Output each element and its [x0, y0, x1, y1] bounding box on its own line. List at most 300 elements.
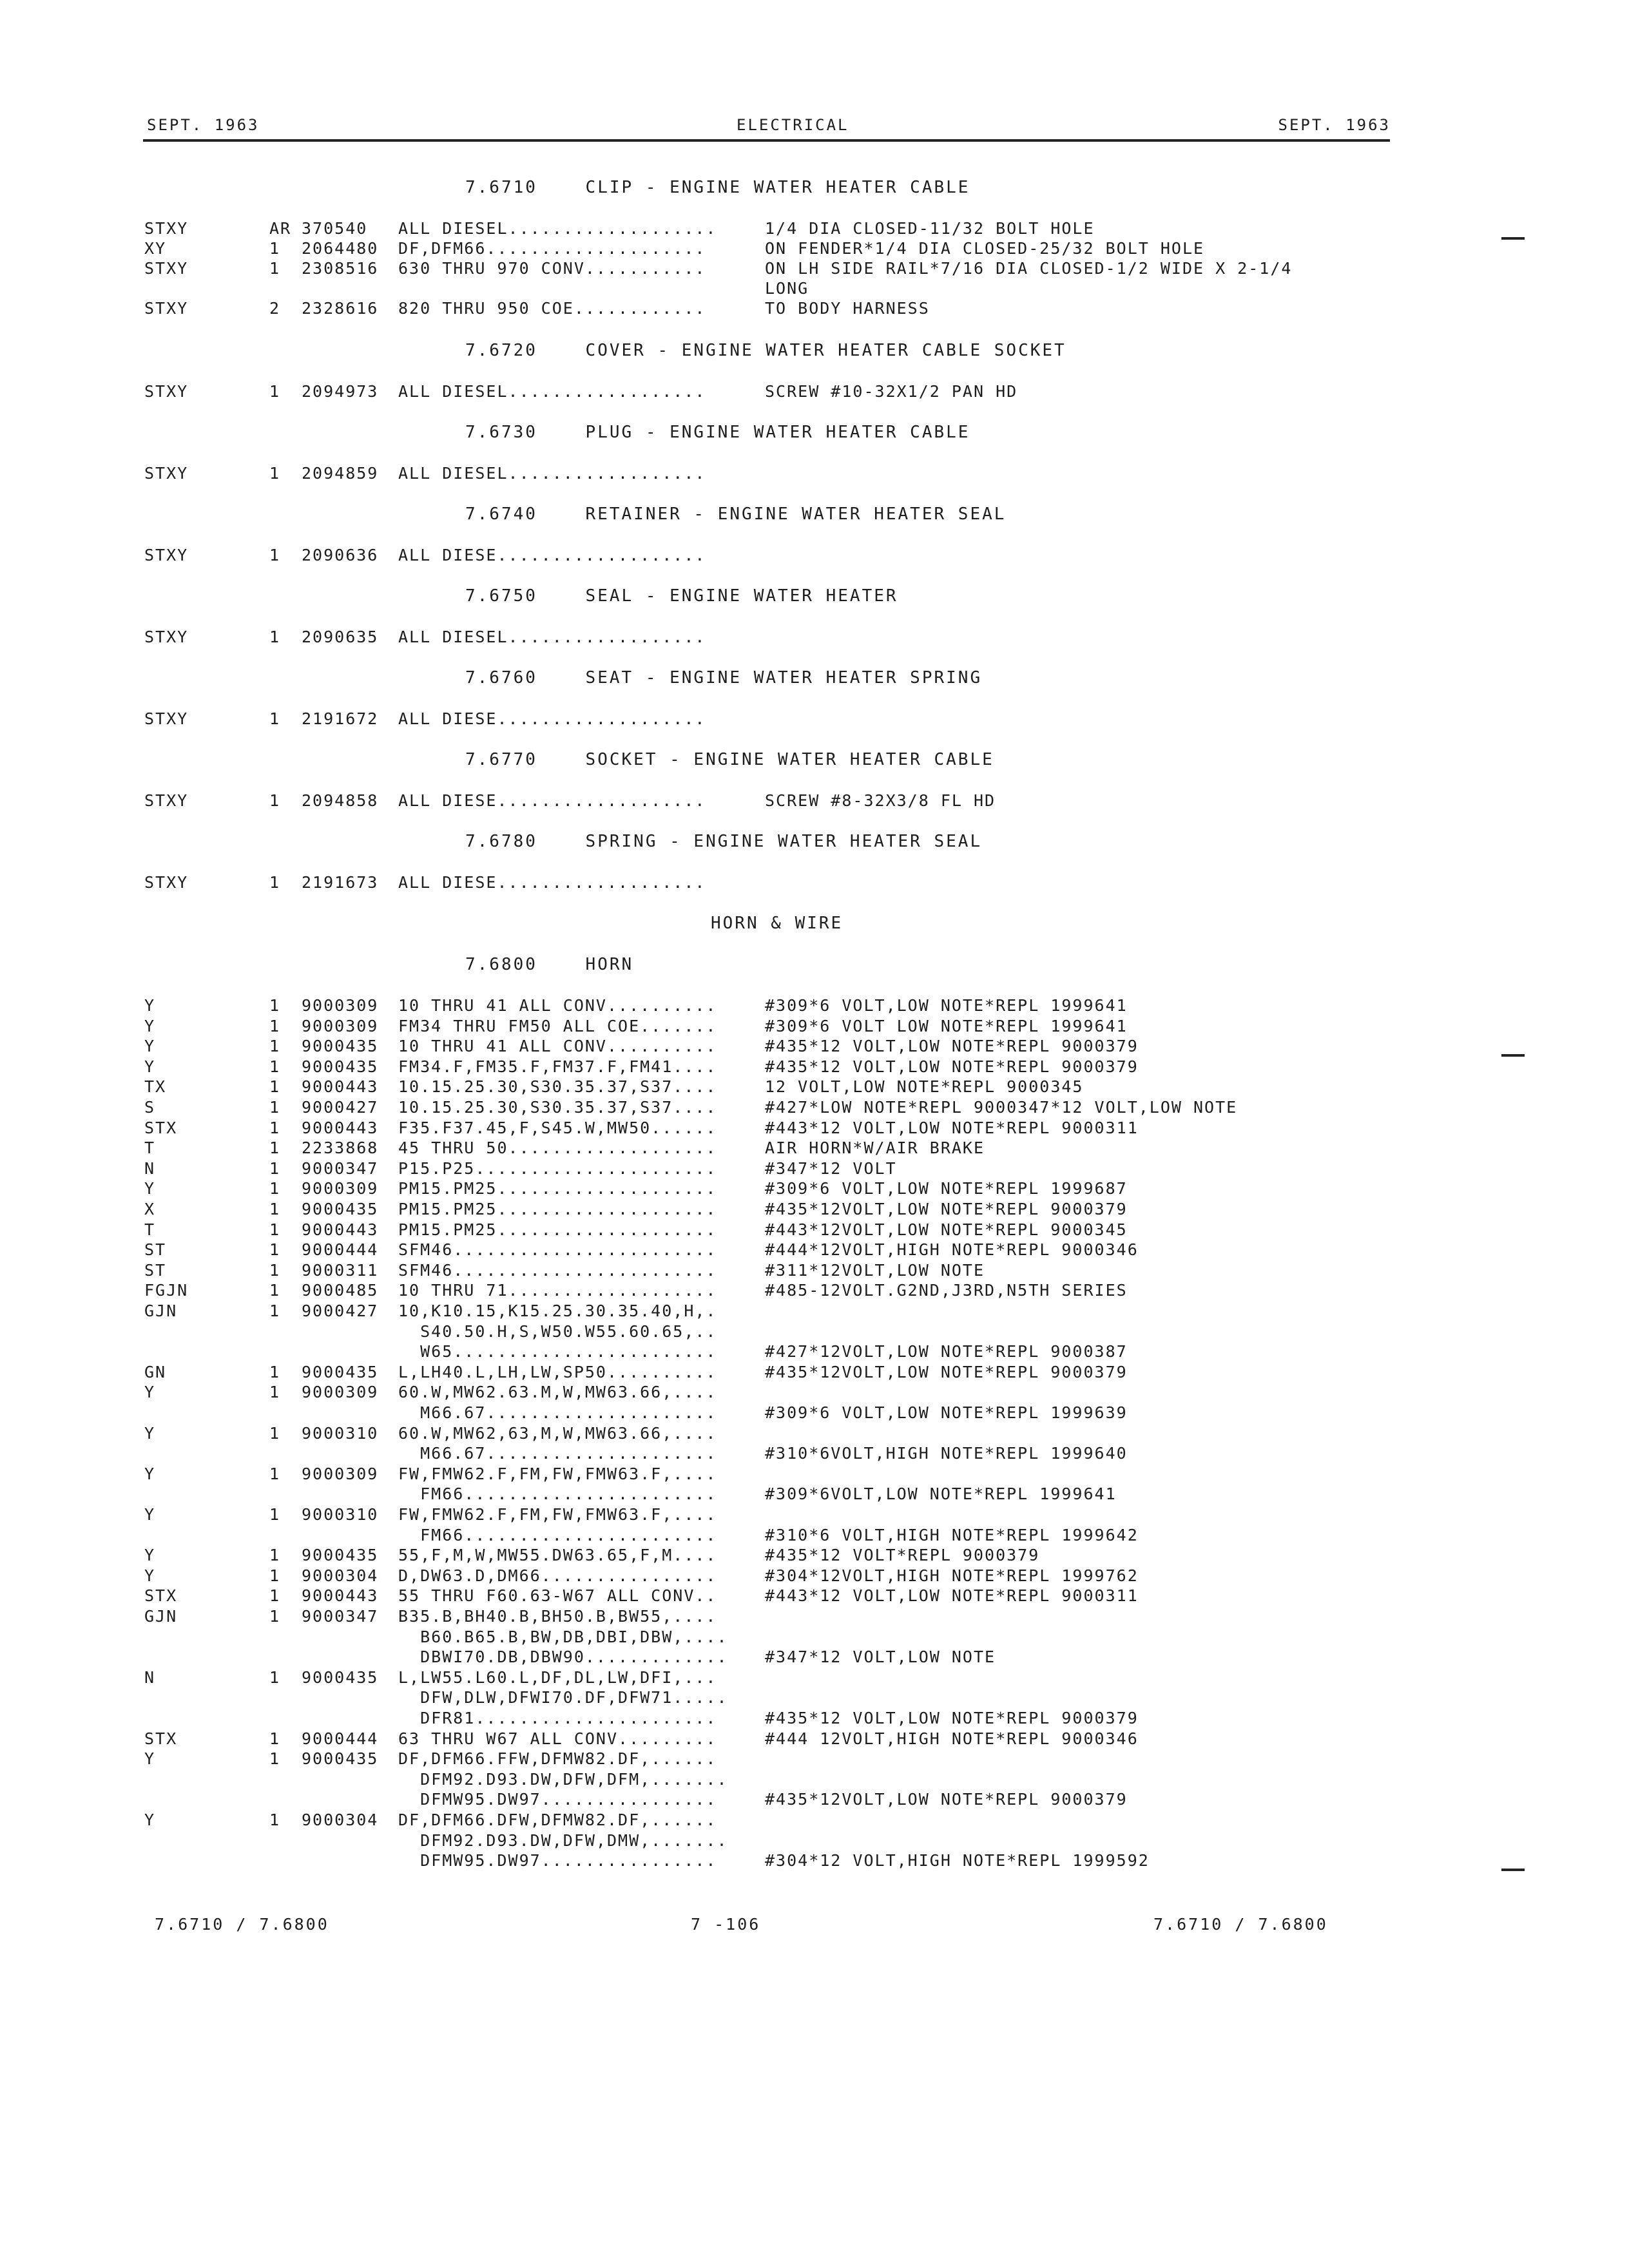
- section-number: 7.6740: [465, 505, 537, 524]
- remarks: #347*12 VOLT,LOW NOTE: [765, 1648, 996, 1666]
- application: 60.W,MW62.63.M,W,MW63.66,....: [398, 1383, 717, 1401]
- part-number: 9000435: [302, 1200, 379, 1218]
- remarks: #443*12VOLT,LOW NOTE*REPL 9000345: [765, 1220, 1128, 1239]
- part-number: 2233868: [302, 1139, 379, 1157]
- remarks: ON LH SIDE RAIL*7/16 DIA CLOSED-1/2 WIDE X 2-1/4: [765, 259, 1293, 278]
- application: ALL DIESEL..................: [398, 628, 706, 646]
- list-item: [0, 1770, 1629, 1790]
- application: DFW,DLW,DFWI70.DF,DFW71.....: [398, 1688, 728, 1707]
- application: ALL DIESEL...................: [398, 219, 717, 238]
- part-number: 2308516: [302, 259, 379, 278]
- list-item: [0, 1119, 1629, 1139]
- list-item: [0, 1179, 1629, 1199]
- model-code: Y: [144, 1383, 156, 1401]
- footer-left: 7.6710 / 7.6800: [155, 1915, 329, 1934]
- quantity: 1: [269, 1240, 281, 1259]
- part-number: 9000347: [302, 1607, 379, 1626]
- part-number: 2094858: [302, 791, 379, 810]
- part-number: 2328616: [302, 299, 379, 318]
- section-number: 7.6760: [465, 668, 537, 687]
- list-item: [0, 1505, 1629, 1525]
- quantity: 1: [269, 1281, 281, 1300]
- header-left: SEPT. 1963: [147, 116, 260, 134]
- application: W65........................: [398, 1342, 717, 1361]
- model-code: S: [144, 1098, 156, 1117]
- remarks: #443*12 VOLT,LOW NOTE*REPL 9000311: [765, 1119, 1139, 1137]
- application: ALL DIESEL..................: [398, 382, 706, 401]
- section-title: RETAINER - ENGINE WATER HEATER SEAL: [585, 505, 1007, 524]
- page-number: 7 -106: [691, 1915, 761, 1934]
- application: ALL DIESE...................: [398, 546, 706, 564]
- model-code: T: [144, 1220, 156, 1239]
- quantity: 1: [269, 1607, 281, 1626]
- model-code: STXY: [144, 791, 189, 810]
- list-item: [0, 1077, 1629, 1097]
- list-item: [0, 464, 1629, 484]
- list-item: [0, 1139, 1629, 1158]
- part-number: 9000347: [302, 1159, 379, 1178]
- application: L,LH40.L,LH,LW,SP50..........: [398, 1363, 717, 1381]
- list-item: [0, 1281, 1629, 1301]
- application: FM66.......................: [398, 1485, 717, 1503]
- section-number: 7.6710: [465, 178, 537, 197]
- remarks: #444 12VOLT,HIGH NOTE*REPL 9000346: [765, 1729, 1139, 1748]
- remarks: ON FENDER*1/4 DIA CLOSED-25/32 BOLT HOLE: [765, 239, 1205, 258]
- part-number: 2191673: [302, 873, 379, 892]
- remarks: #435*12 VOLT,LOW NOTE*REPL 9000379: [765, 1057, 1139, 1076]
- list-item: [0, 1017, 1629, 1037]
- remarks: #435*12VOLT,LOW NOTE*REPL 9000379: [765, 1200, 1128, 1218]
- model-code: Y: [144, 1037, 156, 1055]
- list-item: [0, 1200, 1629, 1220]
- remarks: #435*12 VOLT,LOW NOTE*REPL 9000379: [765, 1037, 1139, 1055]
- list-item: [0, 873, 1629, 893]
- section-title: HORN: [585, 955, 634, 974]
- section-number: 7.6720: [465, 341, 537, 360]
- quantity: 1: [269, 1261, 281, 1280]
- model-code: STXY: [144, 464, 189, 483]
- list-item: [0, 1302, 1629, 1321]
- application: B60.B65.B,BW,DB,DBI,DBW,....: [398, 1628, 728, 1646]
- list-item: [0, 1363, 1629, 1383]
- quantity: 1: [269, 1098, 281, 1117]
- quantity: 1: [269, 1200, 281, 1218]
- model-code: Y: [144, 1505, 156, 1524]
- model-code: N: [144, 1668, 156, 1687]
- section-title: PLUG - ENGINE WATER HEATER CABLE: [585, 423, 970, 442]
- header-rule: [143, 139, 1390, 142]
- part-number: 9000443: [302, 1220, 379, 1239]
- application: 60.W,MW62,63,M,W,MW63.66,....: [398, 1424, 717, 1443]
- model-code: TX: [144, 1077, 167, 1096]
- application: L,LW55.L60.L,DF,DL,LW,DFI,...: [398, 1668, 717, 1687]
- part-number: 9000309: [302, 1179, 379, 1198]
- model-code: STXY: [144, 382, 189, 401]
- model-code: X: [144, 1200, 156, 1218]
- quantity: 1: [269, 996, 281, 1015]
- remarks: #304*12VOLT,HIGH NOTE*REPL 1999762: [765, 1566, 1139, 1585]
- remarks: #309*6 VOLT,LOW NOTE*REPL 1999639: [765, 1403, 1128, 1422]
- model-code: STXY: [144, 709, 189, 728]
- model-code: Y: [144, 1465, 156, 1483]
- part-number: 9000435: [302, 1546, 379, 1564]
- part-number: 9000309: [302, 996, 379, 1015]
- remarks: #310*6VOLT,HIGH NOTE*REPL 1999640: [765, 1444, 1128, 1463]
- list-item: [0, 1159, 1629, 1179]
- remarks: SCREW #8-32X3/8 FL HD: [765, 791, 996, 810]
- list-item: [0, 996, 1629, 1016]
- list-item: [0, 1729, 1629, 1749]
- model-code: GN: [144, 1363, 167, 1381]
- remarks: #304*12 VOLT,HIGH NOTE*REPL 1999592: [765, 1851, 1150, 1870]
- application: PM15.PM25....................: [398, 1220, 717, 1239]
- remarks: SCREW #10-32X1/2 PAN HD: [765, 382, 1018, 401]
- model-code: Y: [144, 1057, 156, 1076]
- list-item: [0, 628, 1629, 648]
- section-title: COVER - ENGINE WATER HEATER CABLE SOCKET: [585, 341, 1066, 360]
- part-number: 9000427: [302, 1302, 379, 1320]
- list-item: [0, 1566, 1629, 1586]
- remarks: #311*12VOLT,LOW NOTE: [765, 1261, 985, 1280]
- part-number: 9000435: [302, 1668, 379, 1687]
- section-title: SOCKET - ENGINE WATER HEATER CABLE: [585, 750, 994, 769]
- part-number: 9000427: [302, 1098, 379, 1117]
- list-item: [0, 1811, 1629, 1831]
- list-item: [0, 382, 1629, 402]
- section-title: SEAT - ENGINE WATER HEATER SPRING: [585, 668, 983, 687]
- application: D,DW63.D,DM66................: [398, 1566, 717, 1585]
- application: DFMW95.DW97................: [398, 1851, 717, 1870]
- list-item: [0, 1465, 1629, 1485]
- section-heading: [465, 668, 982, 687]
- remarks: #427*LOW NOTE*REPL 9000347*12 VOLT,LOW NOTE: [765, 1098, 1238, 1117]
- list-item: [0, 1688, 1629, 1708]
- quantity: 1: [269, 1566, 281, 1585]
- model-code: STXY: [144, 299, 189, 318]
- application: FW,FMW62.F,FM,FW,FMW63.F,....: [398, 1465, 717, 1483]
- margin-mark: [1501, 1054, 1525, 1057]
- application: DBWI70.DB,DBW90.............: [398, 1648, 728, 1666]
- model-code: STXY: [144, 628, 189, 646]
- application: 10.15.25.30,S30.35.37,S37....: [398, 1098, 717, 1117]
- section-title: SEAL - ENGINE WATER HEATER: [585, 586, 898, 606]
- quantity: 1: [269, 1546, 281, 1564]
- model-code: STXY: [144, 219, 189, 238]
- application: PM15.PM25....................: [398, 1179, 717, 1198]
- list-item: [0, 1037, 1629, 1057]
- application: 55,F,M,W,MW55.DW63.65,F,M....: [398, 1546, 717, 1564]
- quantity: 1: [269, 1749, 281, 1768]
- margin-mark: [1501, 1869, 1525, 1871]
- section-heading: [465, 750, 994, 769]
- list-item: [0, 1586, 1629, 1606]
- model-code: N: [144, 1159, 156, 1178]
- list-item: [0, 1831, 1629, 1851]
- application: S40.50.H,S,W50.W55.60.65,..: [398, 1322, 717, 1341]
- application: 10 THRU 41 ALL CONV..........: [398, 1037, 717, 1055]
- quantity: 1: [269, 1139, 281, 1157]
- application: FM34.F,FM35.F,FM37.F,FM41....: [398, 1057, 717, 1076]
- list-item: [0, 1383, 1629, 1403]
- model-code: STX: [144, 1119, 178, 1137]
- list-item: [0, 1668, 1629, 1688]
- remarks: TO BODY HARNESS: [765, 299, 930, 318]
- list-item: [0, 1403, 1629, 1423]
- remarks: AIR HORN*W/AIR BRAKE: [765, 1139, 985, 1157]
- remarks: #310*6 VOLT,HIGH NOTE*REPL 1999642: [765, 1526, 1139, 1544]
- list-item: [0, 1240, 1629, 1260]
- list-item: [0, 299, 1629, 319]
- application: DF,DFM66....................: [398, 239, 706, 258]
- application: DFM92.D93.DW,DFW,DMW,.......: [398, 1831, 728, 1850]
- part-number: 9000444: [302, 1240, 379, 1259]
- list-item: [0, 1444, 1629, 1464]
- list-item: [0, 1749, 1629, 1769]
- remarks: #444*12VOLT,HIGH NOTE*REPL 9000346: [765, 1240, 1139, 1259]
- list-item: [0, 1526, 1629, 1546]
- application: SFM46........................: [398, 1240, 717, 1259]
- quantity: 1: [269, 239, 281, 258]
- remarks: #309*6 VOLT,LOW NOTE*REPL 1999687: [765, 1179, 1128, 1198]
- list-item: [0, 1261, 1629, 1281]
- section-number: 7.6770: [465, 750, 537, 769]
- model-code: Y: [144, 1424, 156, 1443]
- remarks: 1/4 DIA CLOSED-11/32 BOLT HOLE: [765, 219, 1095, 238]
- application: M66.67.....................: [398, 1403, 717, 1422]
- list-item: [0, 1851, 1629, 1871]
- quantity: 1: [269, 1505, 281, 1524]
- quantity: 1: [269, 1220, 281, 1239]
- model-code: GJN: [144, 1607, 178, 1626]
- application: ALL DIESE...................: [398, 791, 706, 810]
- application: 10 THRU 41 ALL CONV..........: [398, 996, 717, 1015]
- section-heading: [465, 505, 1006, 524]
- model-code: STXY: [144, 873, 189, 892]
- quantity: 1: [269, 259, 281, 278]
- quantity: 1: [269, 382, 281, 401]
- application: 10,K10.15,K15.25.30.35.40,H,.: [398, 1302, 717, 1320]
- part-number: 2191672: [302, 709, 379, 728]
- application: 55 THRU F60.63-W67 ALL CONV..: [398, 1586, 717, 1605]
- model-code: Y: [144, 1179, 156, 1198]
- application: 45 THRU 50...................: [398, 1139, 717, 1157]
- list-item: [0, 1098, 1629, 1118]
- quantity: 1: [269, 1668, 281, 1687]
- quantity: 1: [269, 1424, 281, 1443]
- list-item: [0, 239, 1629, 259]
- remarks: #309*6 VOLT LOW NOTE*REPL 1999641: [765, 1017, 1128, 1035]
- part-number: 9000309: [302, 1383, 379, 1401]
- model-code: STXY: [144, 259, 189, 278]
- model-code: STXY: [144, 546, 189, 564]
- application: 10 THRU 71...................: [398, 1281, 717, 1300]
- list-item: [0, 1342, 1629, 1362]
- remarks: #309*6VOLT,LOW NOTE*REPL 1999641: [765, 1485, 1117, 1503]
- application: DF,DFM66.FFW,DFMW82.DF,......: [398, 1749, 717, 1768]
- remarks: #309*6 VOLT,LOW NOTE*REPL 1999641: [765, 996, 1128, 1015]
- quantity: 1: [269, 791, 281, 810]
- quantity: 1: [269, 1729, 281, 1748]
- application: DFMW95.DW97................: [398, 1790, 717, 1809]
- remarks: #443*12 VOLT,LOW NOTE*REPL 9000311: [765, 1586, 1139, 1605]
- part-number: 9000443: [302, 1586, 379, 1605]
- list-item: [0, 709, 1629, 729]
- list-item: [0, 279, 1629, 299]
- model-code: T: [144, 1139, 156, 1157]
- section-heading: [465, 178, 970, 197]
- model-code: STX: [144, 1729, 178, 1748]
- list-item: [0, 259, 1629, 279]
- part-number: 9000444: [302, 1729, 379, 1748]
- section-title: SPRING - ENGINE WATER HEATER SEAL: [585, 832, 983, 851]
- section-number: 7.6730: [465, 423, 537, 442]
- model-code: STX: [144, 1586, 178, 1605]
- quantity: 1: [269, 1057, 281, 1076]
- list-item: [0, 1709, 1629, 1729]
- application: PM15.PM25....................: [398, 1200, 717, 1218]
- list-item: [0, 1322, 1629, 1342]
- application: P15.P25......................: [398, 1159, 717, 1178]
- part-number: 9000309: [302, 1017, 379, 1035]
- section-heading: [465, 832, 982, 851]
- header-title: ELECTRICAL: [737, 116, 849, 134]
- application: DF,DFM66.DFW,DFMW82.DF,......: [398, 1811, 717, 1829]
- section-number: 7.6800: [465, 955, 537, 974]
- section-heading: [465, 341, 1066, 360]
- model-code: ST: [144, 1261, 167, 1280]
- application: SFM46........................: [398, 1261, 717, 1280]
- section-heading: [465, 423, 970, 442]
- application: 820 THRU 950 COE............: [398, 299, 706, 318]
- quantity: 1: [269, 1179, 281, 1198]
- footer-right: 7.6710 / 7.6800: [1153, 1915, 1328, 1934]
- application: FW,FMW62.F,FM,FW,FMW63.F,....: [398, 1505, 717, 1524]
- application: B35.B,BH40.B,BH50.B,BW55,....: [398, 1607, 717, 1626]
- model-code: FGJN: [144, 1281, 189, 1300]
- part-number: 9000310: [302, 1505, 379, 1524]
- application: DFM92.D93.DW,DFW,DFM,.......: [398, 1770, 728, 1789]
- list-item: [0, 791, 1629, 811]
- application: FM66.......................: [398, 1526, 717, 1544]
- part-number: 9000435: [302, 1057, 379, 1076]
- quantity: 1: [269, 1017, 281, 1035]
- quantity: AR: [269, 219, 292, 238]
- section-title: CLIP - ENGINE WATER HEATER CABLE: [585, 178, 970, 197]
- list-item: [0, 1424, 1629, 1444]
- quantity: 1: [269, 1465, 281, 1483]
- application: ALL DIESE...................: [398, 709, 706, 728]
- part-number: 9000435: [302, 1363, 379, 1381]
- part-number: 2090635: [302, 628, 379, 646]
- quantity: 1: [269, 1302, 281, 1320]
- quantity: 1: [269, 546, 281, 564]
- quantity: 1: [269, 873, 281, 892]
- model-code: GJN: [144, 1302, 178, 1320]
- list-item: [0, 1790, 1629, 1810]
- quantity: 2: [269, 299, 281, 318]
- list-item: [0, 1485, 1629, 1504]
- model-code: ST: [144, 1240, 167, 1259]
- part-number: 2094973: [302, 382, 379, 401]
- quantity: 1: [269, 1363, 281, 1381]
- list-item: [0, 1546, 1629, 1566]
- part-number: 9000309: [302, 1465, 379, 1483]
- model-code: Y: [144, 996, 156, 1015]
- remarks: #435*12 VOLT,LOW NOTE*REPL 9000379: [765, 1709, 1139, 1727]
- part-number: 2090636: [302, 546, 379, 564]
- margin-mark: [1501, 237, 1525, 240]
- part-number: 9000435: [302, 1037, 379, 1055]
- section-number: 7.6750: [465, 586, 537, 606]
- model-code: Y: [144, 1546, 156, 1564]
- application: M66.67.....................: [398, 1444, 717, 1463]
- model-code: Y: [144, 1811, 156, 1829]
- section-number: 7.6780: [465, 832, 537, 851]
- application: DFR81......................: [398, 1709, 717, 1727]
- remarks: #435*12VOLT,LOW NOTE*REPL 9000379: [765, 1790, 1128, 1809]
- part-number: 9000311: [302, 1261, 379, 1280]
- list-item: [0, 1057, 1629, 1077]
- remarks: #435*12 VOLT*REPL 9000379: [765, 1546, 1040, 1564]
- part-number: 2064480: [302, 239, 379, 258]
- application: ALL DIESEL..................: [398, 464, 706, 483]
- part-number: 9000310: [302, 1424, 379, 1443]
- quantity: 1: [269, 709, 281, 728]
- part-number: 9000304: [302, 1566, 379, 1585]
- model-code: Y: [144, 1749, 156, 1768]
- part-number: 9000485: [302, 1281, 379, 1300]
- group-heading: HORN & WIRE: [711, 914, 843, 933]
- part-number: 9000443: [302, 1077, 379, 1096]
- part-number: 9000304: [302, 1811, 379, 1829]
- part-number: 9000435: [302, 1749, 379, 1768]
- list-item: [0, 1628, 1629, 1648]
- remarks: #347*12 VOLT: [765, 1159, 897, 1178]
- quantity: 1: [269, 1383, 281, 1401]
- quantity: 1: [269, 1037, 281, 1055]
- list-item: [0, 1607, 1629, 1627]
- quantity: 1: [269, 628, 281, 646]
- header-right: SEPT. 1963: [1278, 116, 1391, 134]
- part-number: 370540: [302, 219, 368, 238]
- quantity: 1: [269, 1159, 281, 1178]
- quantity: 1: [269, 464, 281, 483]
- application: F35.F37.45,F,S45.W,MW50......: [398, 1119, 717, 1137]
- remarks: 12 VOLT,LOW NOTE*REPL 9000345: [765, 1077, 1084, 1096]
- application: 630 THRU 970 CONV...........: [398, 259, 706, 278]
- model-code: XY: [144, 239, 167, 258]
- quantity: 1: [269, 1077, 281, 1096]
- list-item: [0, 1648, 1629, 1667]
- quantity: 1: [269, 1811, 281, 1829]
- quantity: 1: [269, 1119, 281, 1137]
- list-item: [0, 546, 1629, 566]
- remarks: #435*12VOLT,LOW NOTE*REPL 9000379: [765, 1363, 1128, 1381]
- application: 10.15.25.30,S30.35.37,S37....: [398, 1077, 717, 1096]
- quantity: 1: [269, 1586, 281, 1605]
- model-code: Y: [144, 1017, 156, 1035]
- application: 63 THRU W67 ALL CONV.........: [398, 1729, 717, 1748]
- remarks: #427*12VOLT,LOW NOTE*REPL 9000387: [765, 1342, 1128, 1361]
- section-heading: [465, 586, 898, 606]
- list-item: [0, 219, 1629, 239]
- application: ALL DIESE...................: [398, 873, 706, 892]
- part-number: 2094859: [302, 464, 379, 483]
- part-number: 9000443: [302, 1119, 379, 1137]
- model-code: Y: [144, 1566, 156, 1585]
- remarks: LONG: [765, 279, 809, 298]
- list-item: [0, 1220, 1629, 1240]
